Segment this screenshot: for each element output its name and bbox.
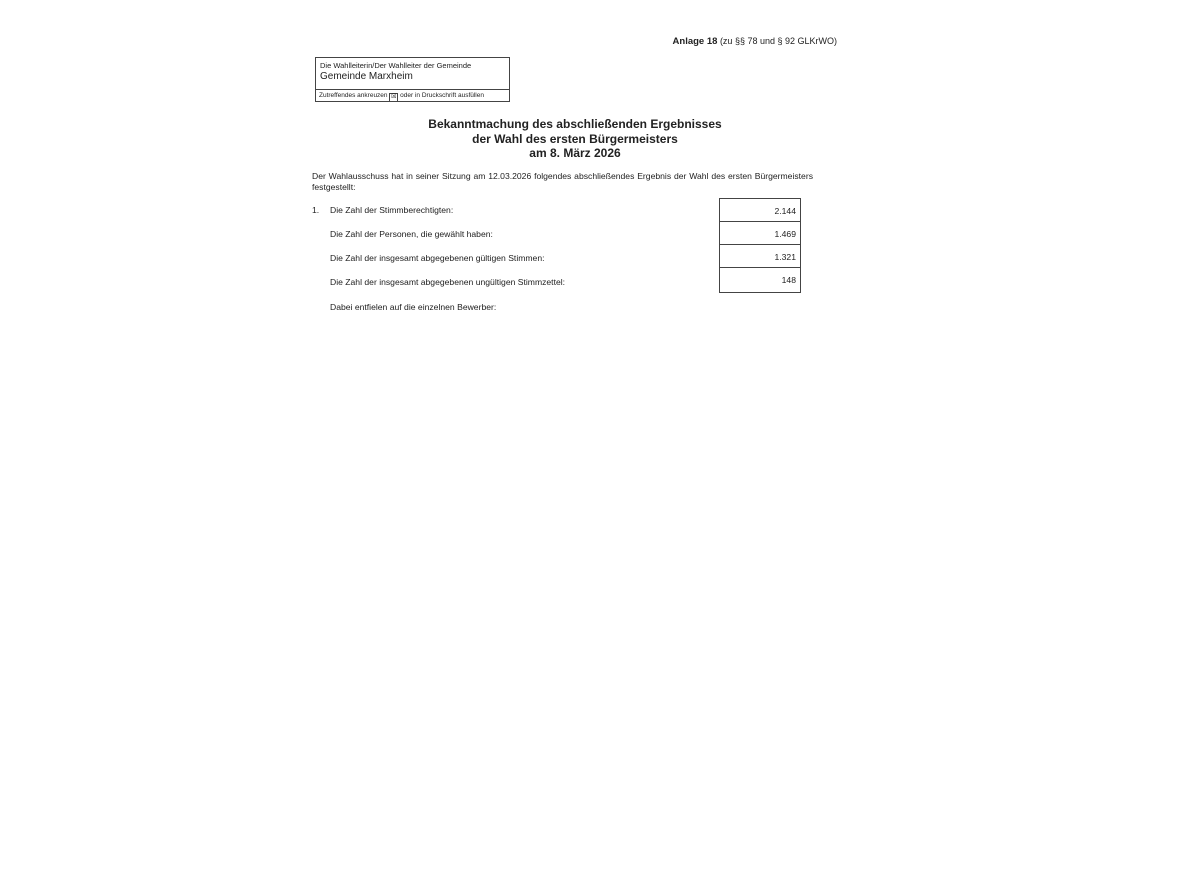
value-cell: 1.321 bbox=[720, 245, 800, 268]
title-line: der Wahl des ersten Bürgermeisters bbox=[472, 131, 678, 146]
document-title bbox=[310, 117, 840, 161]
annex-law-ref: (zu §§ 78 und § 92 GLKrWO) bbox=[719, 36, 837, 46]
authority-box bbox=[315, 57, 510, 102]
row-label: Die Zahl der Personen, die gewählt haben: bbox=[330, 229, 493, 239]
row-label: Die Zahl der insgesamt abgegebenen gültigen Stimmen: bbox=[330, 253, 545, 263]
hint-text: Zutreffendes ankreuzen bbox=[319, 92, 388, 99]
annex-label: Anlage 18 bbox=[672, 36, 718, 47]
row-label: Die Zahl der Stimmberechtigten: bbox=[330, 205, 454, 215]
municipality-name: Gemeinde Marxheim bbox=[320, 71, 413, 82]
candidates-intro: Dabei entfielen auf die einzelnen Bewerber: bbox=[330, 302, 497, 312]
title-line: Bekanntmachung des abschließenden Ergebnisses bbox=[428, 117, 722, 131]
checkbox-icon: ☒ bbox=[391, 94, 397, 100]
title-date: am 8. März 2026 bbox=[529, 146, 621, 160]
section-number: 1. bbox=[312, 205, 320, 215]
fill-hint bbox=[316, 89, 509, 102]
values-table bbox=[719, 198, 801, 293]
intro-paragraph: Der Wahlausschuss hat in seiner Sitzung am 12.03.2026 folgendes abschließendes Ergebnis der Wahl des ersten Bürgermeisters festgestellt: bbox=[312, 171, 813, 192]
row-label: Die Zahl der insgesamt abgegebenen ungültigen Stimmzettel: bbox=[330, 277, 566, 287]
annex-reference bbox=[560, 36, 837, 47]
hint-text: oder in Druckschrift ausfüllen bbox=[400, 92, 484, 99]
value-cell: 1.469 bbox=[720, 222, 800, 245]
value-cell: 148 bbox=[781, 275, 796, 285]
authority-label: Die Wahlleiterin/Der Wahlleiter der Gemeinde bbox=[320, 61, 472, 70]
value-cell: 2.144 bbox=[720, 199, 800, 222]
